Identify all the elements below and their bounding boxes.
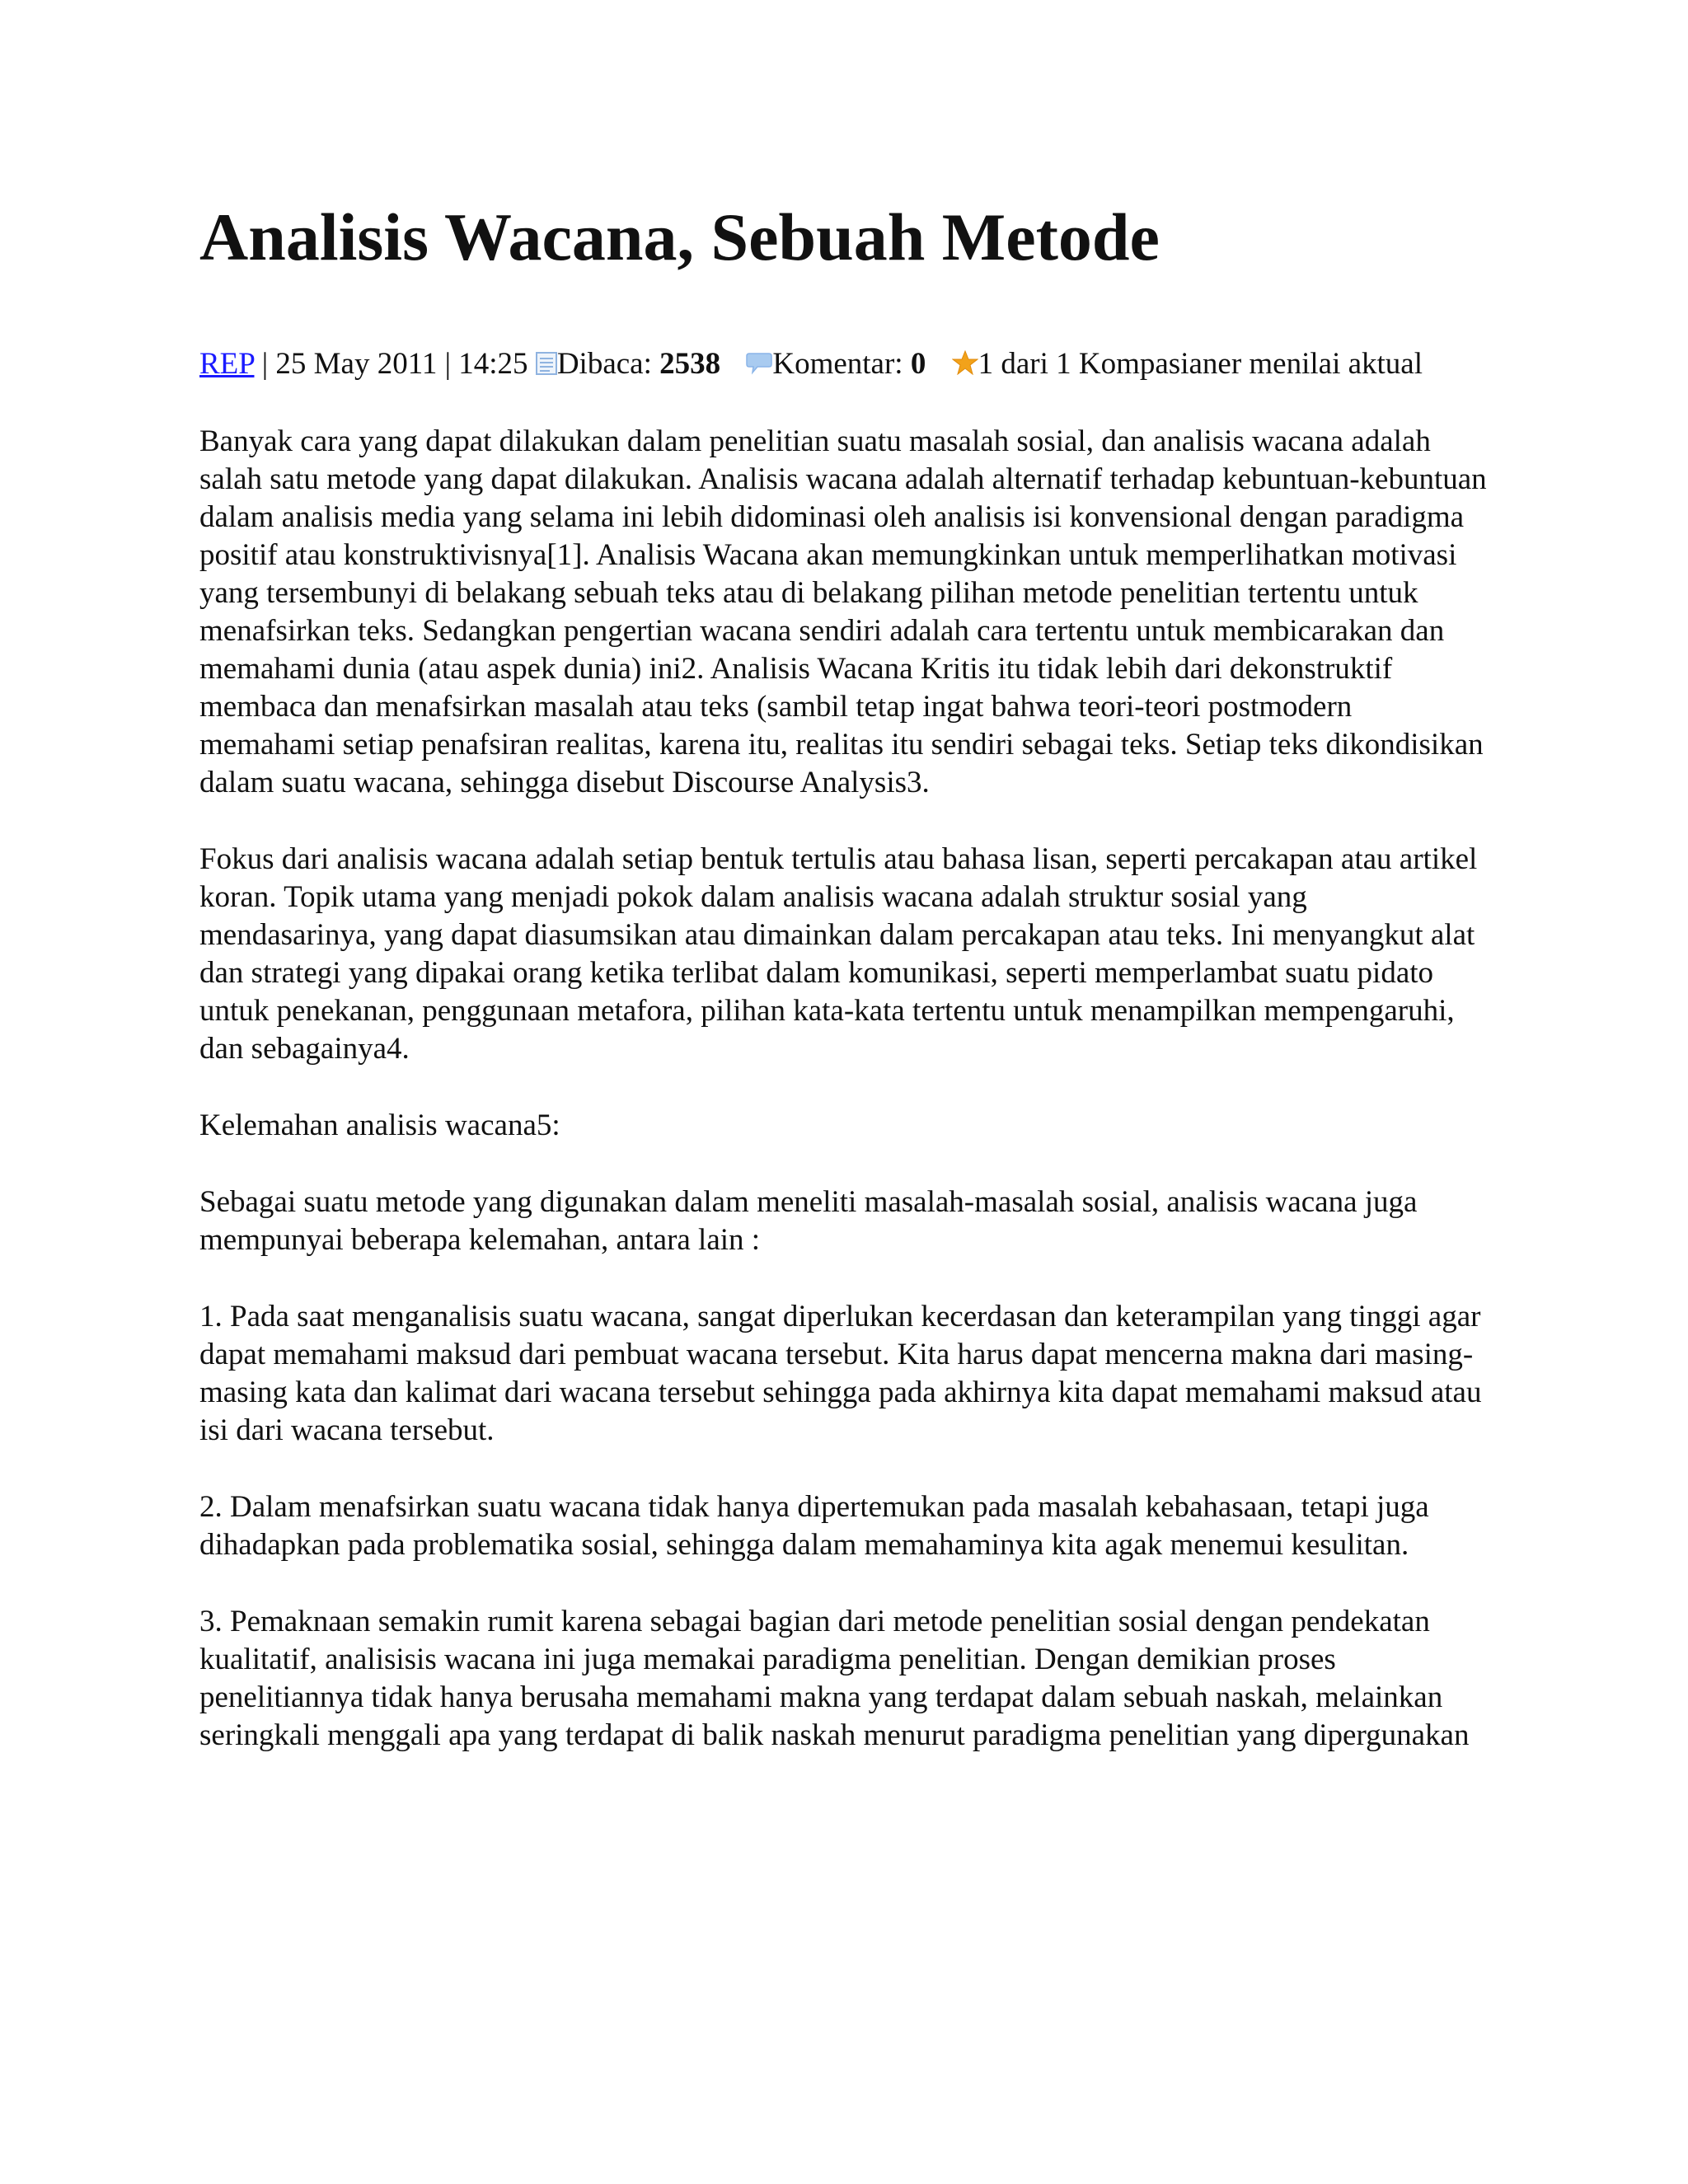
- comment-label: Komentar:: [772, 347, 911, 381]
- list-item: 1. Pada saat menganalisis suatu wacana, sangat diperlukan kecerdasan dan keterampilan yang tinggi agar dapat memahami maksud dari pembuat wacana tersebut. Kita harus dapat mencerna makna dari masing-masing kata dan kalimat dari wacana tersebut sehingga pada akhirnya kita dapat memahami maksud atau isi dari wacana tersebut.: [199, 1300, 1482, 1447]
- paragraph: Fokus dari analisis wacana adalah setiap bentuk tertulis atau bahasa lisan, seperti percakapan atau artikel koran. Topik utama yang menjadi pokok dalam analisis wacana adalah struktur sosial yang mendasarinya, yang dapat diasumsikan atau dimainkan dalam percakapan atau teks. Ini menyangkut alat dan strategi yang dipakai orang ketika terlibat dalam komunikasi, seperti memperlambat suatu pidato untuk penekanan, penggunaan metafora, pilihan kata-kata tertentu untuk menampilkan mempengaruhi, dan sebagainya4.: [199, 842, 1478, 1066]
- star-icon[interactable]: [952, 346, 978, 385]
- paragraph: Kelemahan analisis wacana5:: [199, 1108, 560, 1142]
- article-body: [199, 423, 1490, 1755]
- document-lines-icon: [536, 346, 557, 385]
- publish-time: 14:25: [458, 347, 528, 381]
- list-item: 2. Dalam menafsirkan suatu wacana tidak hanya dipertemukan pada masalah kebahasaan, tetapi juga dihadapkan pada problematika sosial, sehingga dalam memahaminya kita agak menemui kesulitan.: [199, 1490, 1429, 1562]
- comment-count: 0: [910, 347, 926, 381]
- article-meta: [199, 344, 1490, 385]
- paragraph: Sebagai suatu metode yang digunakan dalam meneliti masalah-masalah sosial, analisis wacana juga mempunyai beberapa kelemahan, antara lain :: [199, 1185, 1418, 1257]
- read-count: 2538: [659, 347, 721, 381]
- page-title: Analisis Wacana, Sebuah Metode: [199, 199, 1160, 274]
- paragraph: Banyak cara yang dapat dilakukan dalam penelitian suatu masalah sosial, dan analisis wacana adalah salah satu metode yang dapat dilakukan. Analisis wacana adalah alternatif terhadap kebuntuan-kebuntuan dalam analisis media yang selama ini lebih didominasi oleh analisis isi konvensional dengan paradigma positif atau konstruktivisnya[1]. Analisis Wacana akan memungkinkan untuk memperlihatkan motivasi yang tersembunyi di belakang sebuah teks atau di belakang pilihan metode penelitian tertentu untuk menafsirkan teks. Sedangkan pengertian wacana sendiri adalah cara tertentu untuk membicarakan dan memahami dunia (atau aspek dunia) ini2. Analisis Wacana Kritis itu tidak lebih dari dekonstruktif membaca dan menafsirkan masalah atau teks (sambil tetap ingat bahwa teori-teori postmodern memahami setiap penafsiran realitas, karena itu, realitas itu sendiri sebagai teks. Setiap teks dikondisikan dalam suatu wacana, sehingga disebut Discourse Analysis3.: [199, 424, 1487, 799]
- publish-date: 25 May 2011: [275, 347, 438, 381]
- rating-text: 1 dari 1 Kompasianer menilai aktual: [978, 347, 1423, 381]
- meta-separator: |: [254, 347, 276, 381]
- article: [199, 196, 1490, 1793]
- author-link[interactable]: REP: [199, 347, 255, 381]
- meta-separator: |: [437, 347, 459, 381]
- speech-bubble-icon[interactable]: [746, 346, 772, 385]
- list-item: 3. Pemaknaan semakin rumit karena sebagai bagian dari metode penelitian sosial dengan pendekatan kualitatif, analisisis wacana ini juga memakai paradigma penelitian. Dengan demikian proses penelitiannya tidak hanya berusaha memahami makna yang terdapat dalam sebuah naskah, melainkan seringkali menggali apa yang terdapat di balik naskah menurut paradigma penelitian yang dipergunakan: [199, 1605, 1470, 1752]
- read-label: Dibaca:: [556, 347, 660, 381]
